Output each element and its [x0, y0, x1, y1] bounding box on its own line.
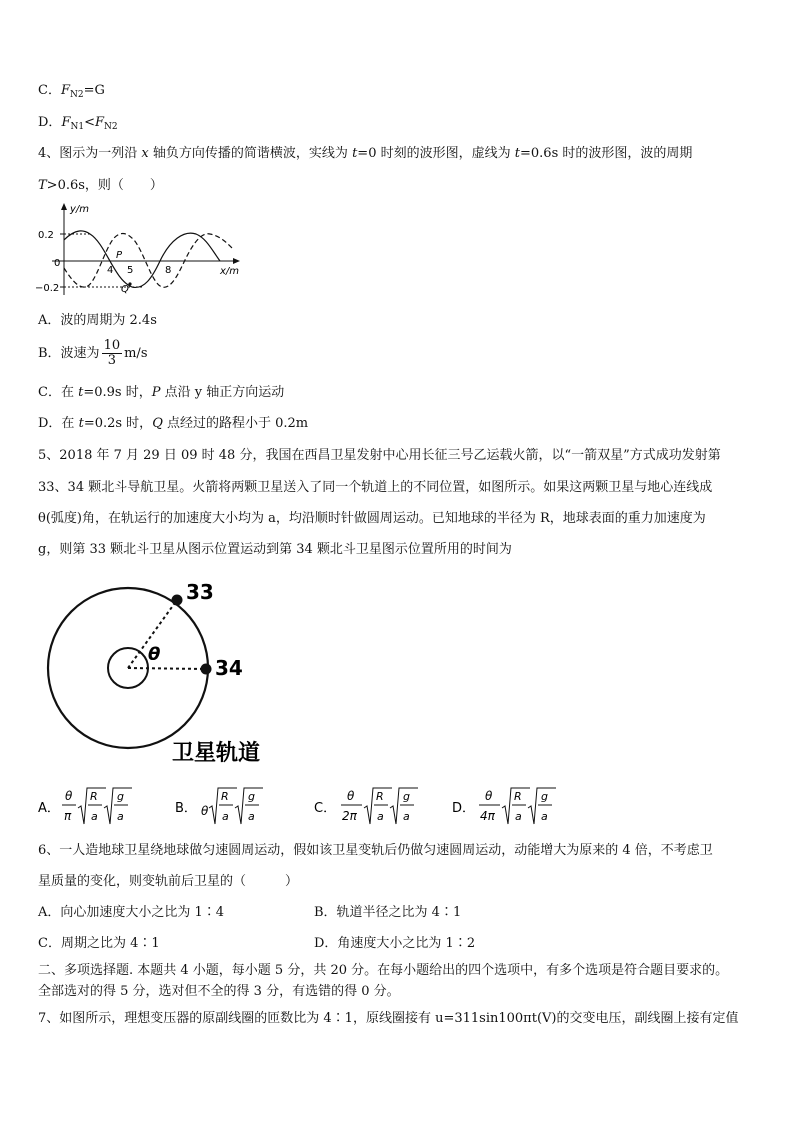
q6-option-c: C．周期之比为 4∶1: [38, 936, 160, 951]
q4-option-c: C．在 t=0.9s 时，P 点沿 y 轴正方向运动: [38, 385, 285, 400]
svg-text:R: R: [376, 790, 384, 803]
y-max-label: 0.2: [38, 230, 54, 241]
satellite-33: [172, 595, 183, 606]
orbit-caption: 卫星轨道: [172, 741, 261, 766]
q5-orbit-figure: [40, 570, 290, 770]
q5-option-b: [175, 784, 275, 828]
q6-option-b: B．轨道半径之比为 4∶1: [314, 905, 462, 920]
y-min-label: −0.2: [35, 283, 60, 294]
svg-text:2π: 2π: [342, 809, 357, 823]
point-p-label: P: [116, 250, 123, 261]
svg-text:A．: A．: [38, 801, 60, 816]
svg-text:R: R: [90, 790, 98, 803]
svg-text:a: a: [117, 810, 124, 823]
tick-4-label: 4: [107, 265, 114, 276]
svg-text:C．: C．: [314, 801, 337, 816]
svg-text:a: a: [248, 810, 255, 823]
satellite-34-label: 34: [215, 656, 243, 680]
tick-8-label: 8: [165, 265, 172, 276]
q4-option-a: A．波的周期为 2.4s: [38, 313, 157, 328]
svg-text:g: g: [541, 790, 548, 803]
x-axis-arrow: [233, 258, 240, 264]
q5-option-d: [452, 784, 562, 828]
svg-text:π: π: [64, 809, 72, 823]
section2-heading-line1: 二、多项选择题. 本题共 4 小题，每小题 5 分，共 20 分。在每小题给出的四个选项中，有多个选项是符合题目要求的。: [38, 963, 729, 978]
svg-text:θ: θ: [65, 789, 73, 803]
point-q-marker: [128, 282, 131, 285]
svg-text:4π: 4π: [480, 809, 495, 823]
svg-text:a: a: [541, 810, 548, 823]
theta-label: θ: [148, 644, 161, 665]
svg-text:θ: θ: [201, 804, 209, 818]
y-axis-label: y/m: [70, 204, 90, 215]
origin-label: 0: [54, 258, 61, 269]
q3-option-c: C．$F_{N2}=G$: [38, 83, 105, 100]
svg-text:a: a: [515, 810, 522, 823]
svg-text:a: a: [91, 810, 98, 823]
solid-wave-t0: [64, 231, 220, 288]
q6-stem-line2: 星质量的变化，则变轨前后卫星的（ ）: [38, 874, 299, 889]
point-q-label: Q: [121, 284, 129, 295]
satellite-33-label: 33: [186, 580, 214, 604]
svg-text:a: a: [377, 810, 384, 823]
svg-text:θ: θ: [347, 789, 355, 803]
q5-stem-line4: g，则第 33 颗北斗卫星从图示位置运动到第 34 颗北斗卫星图示位置所用的时间为: [38, 542, 512, 557]
q5-stem-line2: 33、34 颗北斗导航卫星。火箭将两颗卫星送入了同一个轨道上的不同位置，如图所示。如果这两颗卫星与地心连线成: [38, 480, 713, 495]
svg-text:R: R: [221, 790, 229, 803]
section2-heading-line2: 全部选对的得 5 分，选对但不全的得 3 分，有选错的得 0 分。: [38, 984, 400, 999]
q6-option-d: D．角速度大小之比为 1∶2: [314, 936, 476, 951]
tick-5-label: 5: [127, 265, 134, 276]
x-axis-label: x/m: [220, 266, 240, 277]
svg-text:a: a: [403, 810, 410, 823]
svg-text:a: a: [222, 810, 229, 823]
svg-text:D．: D．: [452, 801, 476, 816]
svg-text:g: g: [117, 790, 124, 803]
svg-text:g: g: [248, 790, 255, 803]
q4-option-d: D．在 t=0.2s 时，Q 点经过的路程小于 0.2m: [38, 416, 309, 431]
radius-to-34: [128, 668, 206, 669]
q4-stem-line1: 4、图示为一列沿 x 轴负方向传播的简谐横波，实线为 t=0 时刻的波形图，虚线为 t=0.6s 时的波形图，波的周期: [38, 146, 693, 161]
q4-stem-line2: T>0.6s，则（ ）: [38, 178, 163, 193]
q5-option-c: [314, 784, 424, 828]
svg-text:θ: θ: [485, 789, 493, 803]
y-axis-arrow: [61, 203, 67, 210]
svg-text:g: g: [403, 790, 410, 803]
q6-option-a: A．向心加速度大小之比为 1∶4: [38, 905, 225, 920]
svg-text:R: R: [514, 790, 522, 803]
svg-text:B．: B．: [175, 801, 197, 816]
q5-option-a: [38, 784, 148, 828]
q7-stem-line1: 7、如图所示，理想变压器的原副线圈的匝数比为 4∶1，原线圈接有 u=311sin100πt(V)的交变电压，副线圈上接有定值: [38, 1011, 739, 1026]
q4-option-b: B．波速为 $\frac{10}{3}$ m/s: [38, 338, 148, 368]
q5-stem-line1: 5、2018 年 7 月 29 日 09 时 48 分，我国在西昌卫星发射中心用长征三号乙运载火箭，以“一箭双星”方式成功发射第: [38, 448, 721, 463]
q4-option-b-fraction: $\frac{10}{3}$: [103, 338, 121, 368]
satellite-34: [201, 664, 212, 675]
q6-stem-line1: 6、一人造地球卫星绕地球做匀速圆周运动，假如该卫星变轨后仍做匀速圆周运动，动能增大为原来的 4 倍，不考虑卫: [38, 843, 713, 858]
q3-option-d: D．$F_{N1}<F_{N2}$: [38, 115, 118, 132]
q5-stem-line3: θ(弧度)角，在轨运行的加速度大小均为 a，均沿顺时针做圆周运动。已知地球的半径为 R，地球表面的重力加速度为: [38, 511, 706, 526]
q4-wave-graph: [34, 200, 244, 300]
